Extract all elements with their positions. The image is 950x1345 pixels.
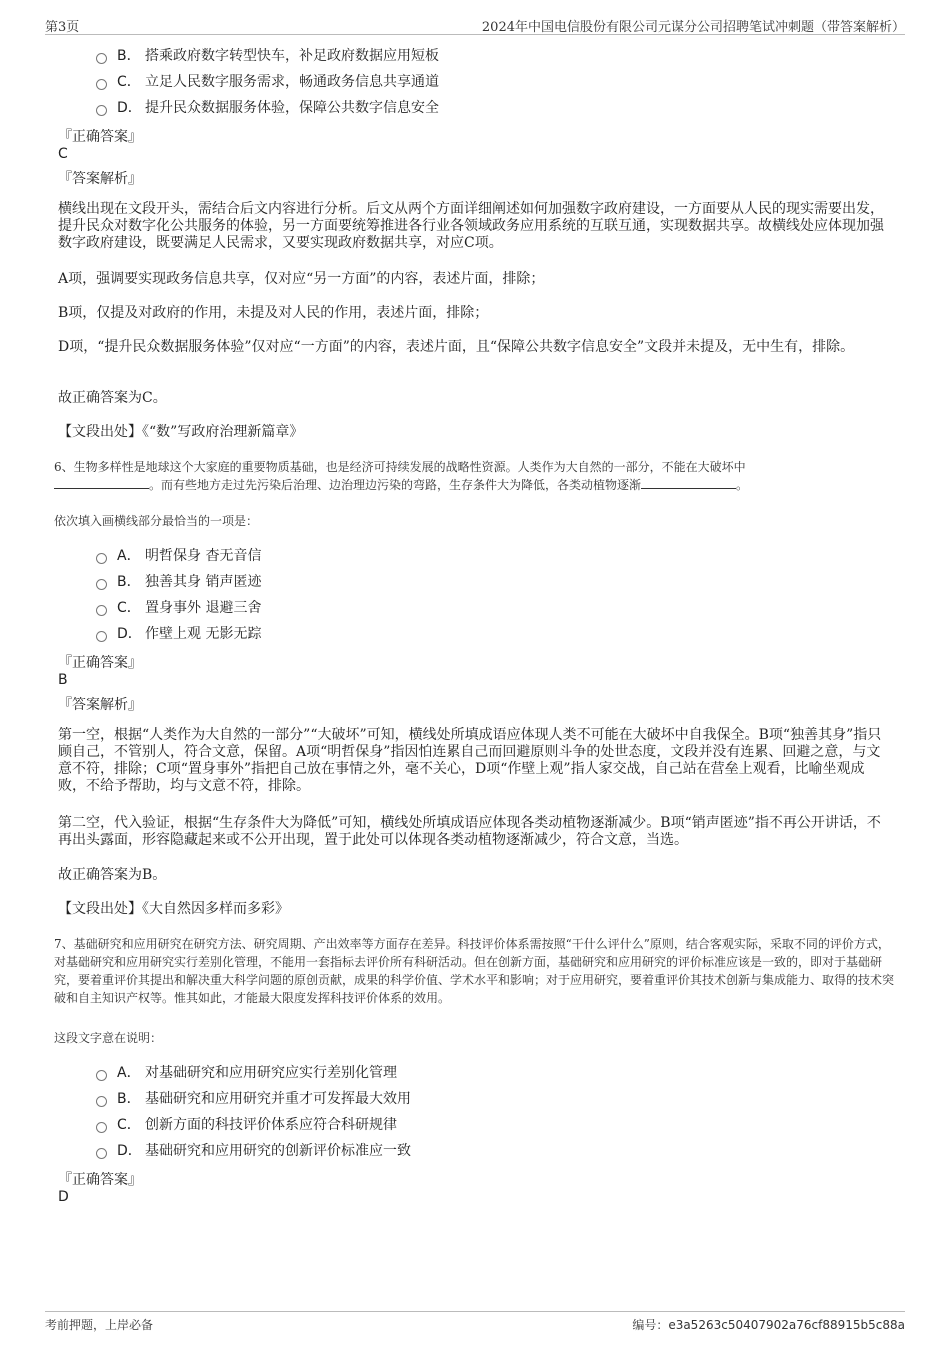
fill-blank [54,476,149,489]
radio-icon[interactable] [96,53,107,64]
fill-blank [641,476,736,489]
q6-option-a[interactable]: A． 明哲保身 杳无音信 [96,546,261,566]
q5-conclusion: 故正确答案为C。 [58,390,167,406]
q5-option-c[interactable]: C． 立足人民数字服务需求，畅通政务信息共享通道 [96,72,439,92]
q7-answer-label: 『正确答案』 [58,1172,142,1188]
q7-prompt: 这段文字意在说明： [54,1031,163,1045]
q5-analysis-para: A项，强调要实现政务信息共享，仅对应“另一方面”的内容，表述片面，排除； [58,271,545,287]
q6-option-b[interactable]: B． 独善其身 销声匿迹 [96,572,261,592]
q5-answer: C [58,146,68,162]
radio-icon[interactable] [96,105,107,116]
q7-option-b[interactable]: B． 基础研究和应用研究并重才可发挥最大效用 [96,1089,411,1109]
radio-icon[interactable] [96,1096,107,1107]
q6-answer: B [58,672,68,688]
page-header [45,14,905,35]
radio-icon[interactable] [96,79,107,90]
q5-answer-label: 『正确答案』 [58,129,142,145]
q6-source: 【文段出处】《大自然因多样而多彩》 [58,901,289,917]
q6-analysis-para: 第二空，代入验证，根据“生存条件大为降低”可知，横线处所填成语应体现各类动植物逐渐减少。B项“销声匿迹”指不再公开讲话，不再出头露面，形容隐藏起来或不公开出现，置于此处可以体现各类动植物逐渐减少，符合文意，当选。 [58,815,881,848]
radio-icon[interactable] [96,605,107,616]
radio-icon[interactable] [96,1070,107,1081]
q7-option-c[interactable]: C． 创新方面的科技评价体系应符合科研规律 [96,1115,397,1135]
q7-option-a[interactable]: A． 对基础研究和应用研究应实行差别化管理 [96,1063,397,1083]
radio-icon[interactable] [96,631,107,642]
radio-icon[interactable] [96,1148,107,1159]
q5-source: 【文段出处】《“数”写政府治理新篇章》 [58,424,304,440]
q6-stem: 6、生物多样性是地球这个大家庭的重要物质基础，也是经济可持续发展的战略性资源。人类作为大自然的一部分，不能在大破坏中 。而有些地方走过先污染后治理、边治理边污染的弯路，生存条件大为降低，各类动植物逐渐 。 [54,460,749,492]
footer-slogan: 考前押题，上岸必备 [45,1318,154,1332]
radio-icon[interactable] [96,1122,107,1133]
q6-answer-label: 『正确答案』 [58,655,142,671]
q6-analysis-para: 第一空，根据“人类作为大自然的一部分”“大破坏”可知，横线处所填成语应体现人类不可能在大破坏中自我保全。B项“独善其身”指只顾自己，不管别人，符合文意，保留。A项“明哲保身”指因怕连累自己而回避原则斗争的处世态度，文段并没有连累、回避之意，与文意不符，排除；C项“置身事外”指把自己放在事情之外，毫不关心，D项“作壁上观”指人家交战，自己站在营垒上观看，比喻坐观成败，不给予帮助，均与文意不符，排除。 [58,727,882,794]
radio-icon[interactable] [96,553,107,564]
page-number: 第3页 [45,20,80,35]
q5-analysis-para: 横线出现在文段开头，需结合后文内容进行分析。后文从两个方面详细阐述如何加强数字政府建设，一方面要从人民的现实需要出发，提升民众对数字化公共服务的体验，另一方面要统筹推进各行业各领域政务应用系统的互联互通，实现数据共享。故横线处应体现加强数字政府建设，既要满足人民需求，又要实现政府数据共享，对应C项。 [58,201,884,251]
document-title: 2024年中国电信股份有限公司元谋分公司招聘笔试冲刺题（带答案解析） [481,20,905,35]
q5-analysis-para: B项，仅提及对政府的作用，未提及对人民的作用，表述片面，排除； [58,305,489,321]
q6-prompt: 依次填入画横线部分最恰当的一项是： [54,514,259,528]
radio-icon[interactable] [96,579,107,590]
q5-analysis-para: D项，“提升民众数据服务体验”仅对应“一方面”的内容，表述片面，且“保障公共数字信息安全”文段并未提及，无中生有，排除。 [58,339,855,355]
q6-option-c[interactable]: C． 置身事外 退避三舍 [96,598,261,618]
q5-option-b[interactable]: B． 搭乘政府数字转型快车，补足政府数据应用短板 [96,46,439,66]
document-id: 编号：e3a5263c50407902a76cf88915b5c88a [632,1318,905,1332]
page-footer [45,1311,905,1334]
q7-option-d[interactable]: D． 基础研究和应用研究的创新评价标准应一致 [96,1141,411,1161]
q5-option-d[interactable]: D． 提升民众数据服务体验，保障公共数字信息安全 [96,98,439,118]
q6-analysis-label: 『答案解析』 [58,697,142,713]
q5-analysis-label: 『答案解析』 [58,171,142,187]
q6-conclusion: 故正确答案为B。 [58,867,167,883]
q6-option-d[interactable]: D． 作壁上观 无影无踪 [96,624,261,644]
q7-answer: D [58,1189,69,1205]
q7-stem: 7、基础研究和应用研究在研究方法、研究周期、产出效率等方面存在差异。科技评价体系需按照“干什么评什么”原则，结合客观实际，采取不同的评价方式，对基础研究和应用研究实行差别化管理，不能用一套指标去评价所有科研活动。但在创新方面，基础研究和应用研究的评价标准应该是一致的，即对于基础研究，要着重评价其提出和解决重大科学问题的原创贡献，成果的科学价值、学术水平和影响；对于应用研究，要着重评价其技术创新与集成能力、取得的技术突破和自主知识产权等。惟其如此，才能最大限度发挥科技评价体系的效用。 [54,937,895,1005]
